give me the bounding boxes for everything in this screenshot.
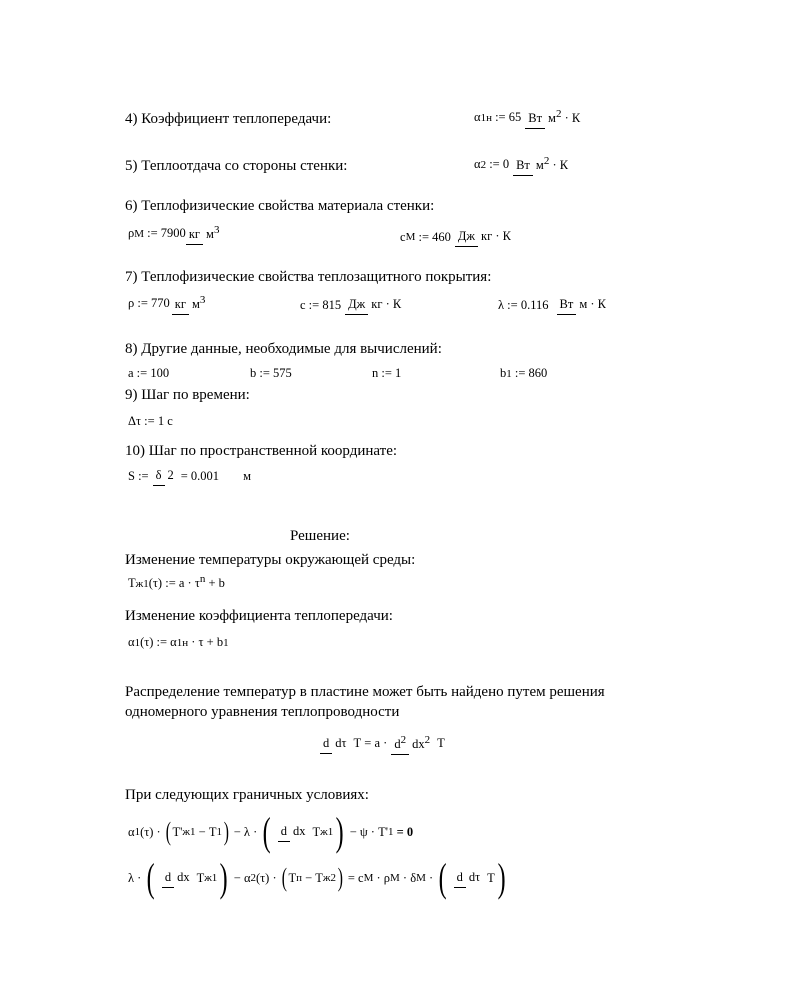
lhs: S := [128, 468, 149, 483]
var: b [500, 366, 507, 380]
num: d [454, 870, 466, 888]
den [545, 106, 583, 126]
sup: 3 [213, 224, 220, 236]
alpha: − α [233, 870, 251, 885]
assign: := 7900 [147, 226, 186, 241]
sub: 2 [250, 872, 256, 884]
t: T [288, 870, 297, 885]
t: T [208, 824, 217, 839]
num: d [320, 736, 332, 754]
sub: М [416, 872, 426, 884]
section-5-label: 5) Теплоотдача со стороны стенки: [125, 158, 348, 174]
den [189, 292, 208, 312]
t: T [196, 870, 205, 885]
fraction [162, 868, 193, 888]
sup: 2 [400, 734, 407, 746]
den-b: · К [564, 111, 581, 126]
alpha: α [128, 824, 135, 839]
rhs: = 0.001 [180, 468, 220, 483]
unit: м [243, 468, 251, 483]
den: 2 [167, 468, 174, 482]
section-7-label: 7) Теплофизические свойства теплозащитного покрытия: [125, 269, 492, 285]
expr: (τ) · [140, 824, 161, 839]
alpha: α [128, 635, 135, 649]
expr2: + b [208, 576, 225, 590]
var: α [474, 110, 481, 125]
lambda-definition [498, 295, 613, 315]
lambda: λ · [128, 870, 142, 885]
section-6-label: 6) Теплофизические свойства материала стенки: [125, 198, 435, 214]
sub: 2 [480, 158, 487, 171]
sub: М [405, 231, 416, 243]
sub: 1 [216, 826, 222, 838]
num: Дж [455, 229, 478, 247]
t: T [487, 870, 495, 885]
assign: c := 815 [300, 297, 342, 312]
sup: 2 [555, 108, 562, 120]
num: d [162, 870, 174, 888]
paragraph-line-1: Распределение температур в пластине может быть найдено путем решения [125, 684, 605, 700]
assign: := 0 [489, 157, 510, 172]
sup: 2 [424, 734, 431, 746]
var: α [474, 157, 481, 172]
sub: ж1 [204, 872, 218, 884]
assign: := 65 [495, 110, 522, 125]
den: м · К [579, 297, 606, 311]
fraction [454, 868, 484, 888]
sub: 1 [388, 826, 394, 838]
temp-env-formula [128, 572, 225, 591]
t: T [315, 870, 323, 885]
assign: λ := 0.116 [498, 297, 549, 312]
unit-fraction [557, 295, 609, 315]
den: м [191, 297, 200, 312]
c-definition [300, 295, 408, 315]
c-m-definition [400, 227, 518, 247]
n-definition: n := 1 [372, 366, 402, 380]
expr: (τ) := α [140, 635, 177, 649]
section-8-label: 8) Другие данные, необходимые для вычислений: [125, 341, 442, 357]
sub: ж2 [322, 872, 337, 884]
boundary-label: При следующих граничных условиях: [125, 787, 369, 803]
t: T [353, 736, 362, 751]
sub: ж1 [135, 577, 149, 590]
rho: · ρ [376, 870, 390, 885]
fraction [278, 822, 309, 842]
section-9-label: 9) Шаг по времени: [125, 387, 250, 403]
dtau-definition: Δτ := 1 с [128, 414, 173, 428]
sub: ж1 [320, 826, 334, 838]
num: Вт [513, 158, 533, 176]
sub: 1н [176, 636, 189, 649]
var: ρ [128, 226, 135, 241]
eq: = a · [364, 736, 388, 751]
sub: М [390, 872, 400, 884]
t: T [312, 824, 321, 839]
num: d [278, 824, 290, 842]
expr2: · τ + b [191, 635, 224, 649]
alpha1n-definition [474, 106, 587, 129]
sub: 1 [223, 636, 229, 649]
eq: = c [347, 870, 364, 885]
unit-fraction [172, 292, 209, 315]
rho-definition [128, 292, 212, 315]
num: Вт [557, 297, 577, 315]
t: T' [172, 824, 183, 839]
unit-fraction [525, 106, 583, 129]
assign: := 460 [418, 229, 451, 244]
rho-m-definition [128, 222, 226, 245]
t: T [437, 736, 445, 751]
fraction [153, 466, 177, 486]
solution-title: Решение: [290, 528, 350, 544]
num: δ [153, 468, 165, 486]
den: м [206, 227, 214, 242]
section-10-label: 10) Шаг по пространственной координате: [125, 443, 398, 459]
unit-fraction [513, 153, 571, 176]
boundary-condition-1: α 1 (τ) · ( T' ж1 − T 1 ) − λ · ( d dx T ж1 ) − ψ · T' 1 = 0 [128, 809, 414, 854]
unit-fraction [186, 222, 223, 245]
a-definition: a := 100 [128, 366, 170, 380]
den-a: м [535, 158, 544, 173]
den: dτ [335, 735, 347, 750]
sub: 1 [134, 636, 141, 649]
eq: = 0 [396, 824, 414, 839]
alpha2-definition [474, 153, 575, 176]
num: кг [172, 297, 189, 315]
delta: · δ [402, 870, 417, 885]
assign: := 860 [514, 366, 548, 380]
sub: М [363, 872, 374, 884]
sub: 1н [480, 111, 492, 124]
d: d [394, 737, 401, 752]
paragraph-line-2: одномерного уравнения теплопроводности [125, 704, 400, 720]
alpha-change-label: Изменение коэффициента теплопередачи: [125, 608, 393, 624]
heat-equation [316, 732, 445, 755]
var: c [400, 229, 406, 244]
t: T [128, 576, 136, 590]
sup: n [199, 572, 206, 585]
sub: п [296, 872, 302, 884]
temp-change-label: Изменение температуры окружающей среды: [125, 552, 416, 568]
num: Дж [345, 297, 368, 315]
den [533, 153, 571, 173]
s-definition [128, 466, 251, 486]
fraction [391, 732, 433, 755]
sub: ж1 [182, 826, 196, 838]
sup: 2 [543, 155, 550, 167]
den [409, 732, 433, 752]
expr: (τ) := a · τ [148, 576, 200, 590]
section-4-label: 4) Коэффициент теплопередачи: [125, 111, 332, 127]
dot: · [429, 870, 434, 885]
expr: (τ) · [256, 870, 277, 885]
b1-definition [500, 366, 547, 381]
minus: − [198, 824, 206, 839]
den: dx [177, 870, 190, 884]
den: dτ [468, 870, 481, 884]
alpha-formula [128, 635, 229, 650]
unit-fraction [455, 227, 514, 247]
den: кг · К [481, 229, 511, 243]
den [203, 222, 222, 242]
num [391, 734, 409, 755]
b-definition: b := 575 [250, 366, 292, 380]
minus: − [305, 870, 313, 885]
sub: 1 [506, 367, 512, 380]
boundary-condition-2: λ · ( d dx T ж1 ) − α 2 (τ) · ( T п − T ж2 ) = c М · ρ М · δ М · ( d dτ T ) [128, 855, 506, 900]
den-a: м [548, 111, 556, 126]
sub: 1 [134, 826, 141, 838]
sub: М [134, 227, 145, 240]
num: кг [186, 227, 203, 245]
psi: − ψ · T' [349, 824, 388, 839]
assign: ρ := 770 [128, 296, 170, 311]
den: кг · К [371, 297, 402, 311]
den: dx [292, 824, 306, 838]
unit-fraction [345, 295, 404, 315]
num: Вт [525, 111, 545, 129]
den-b: · К [552, 158, 569, 173]
sup: 3 [199, 294, 206, 306]
dx: dx [412, 737, 425, 752]
fraction [320, 734, 350, 754]
lambda: − λ · [233, 824, 258, 839]
